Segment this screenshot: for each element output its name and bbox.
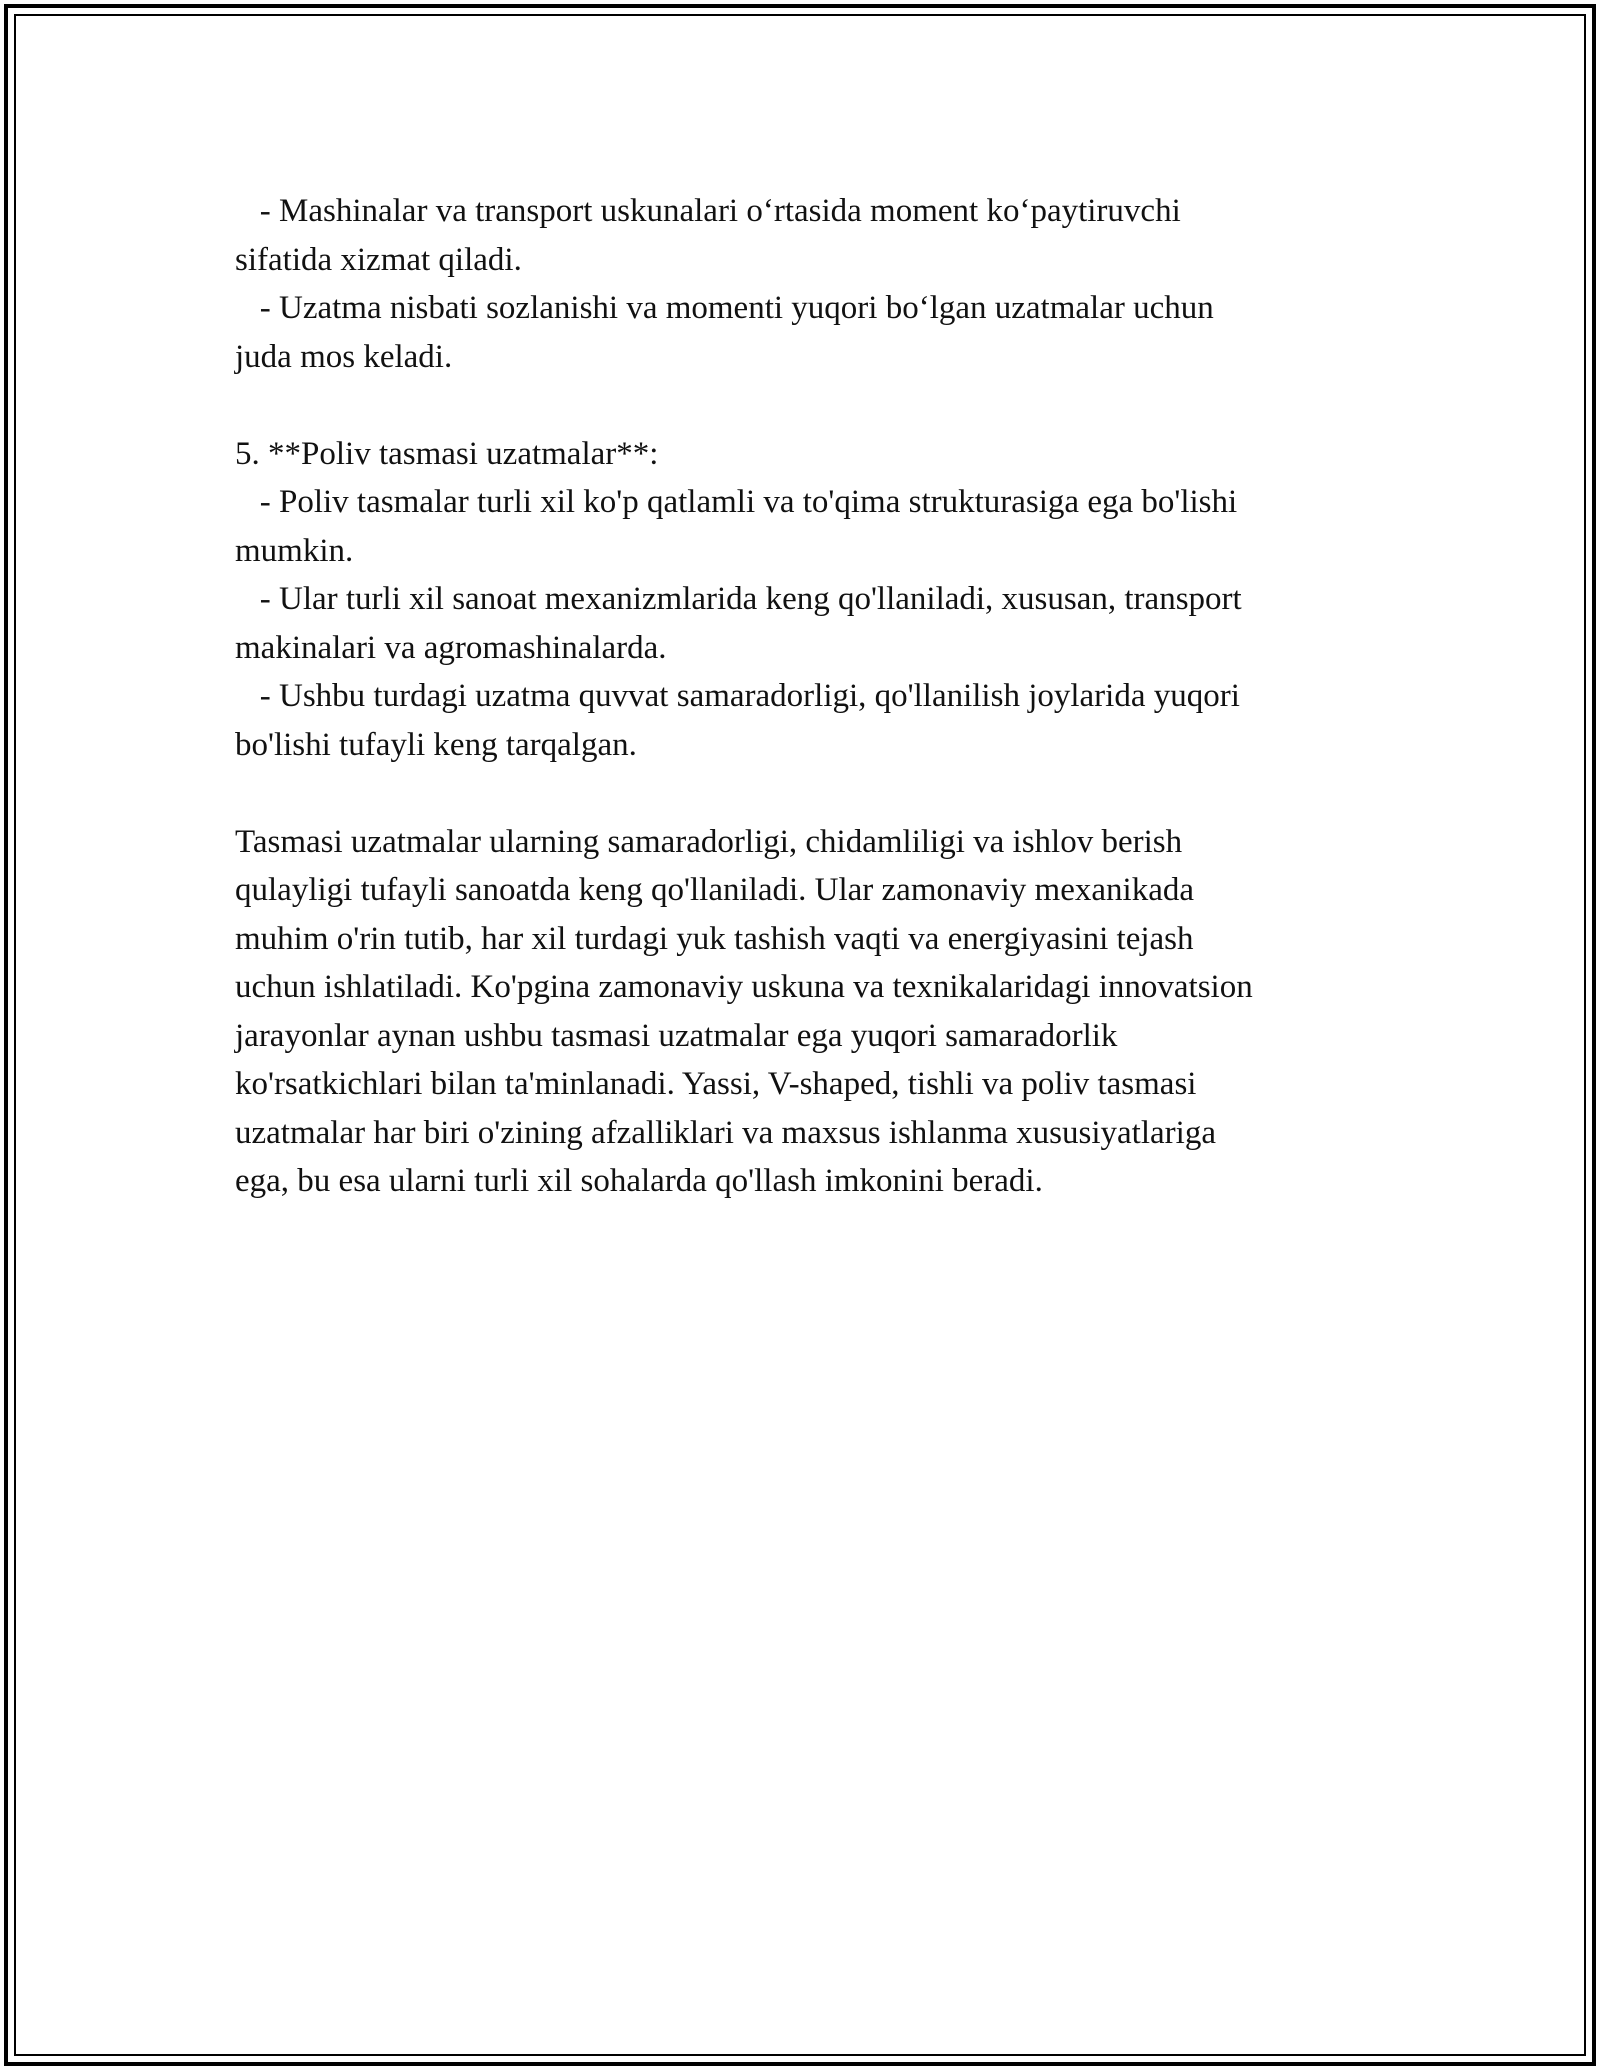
text-line: makinalari va agromashinalarda.	[235, 629, 667, 666]
text-line: ko'rsatkichlari bilan ta'minlanadi. Yassi, V-shaped, tishli va poliv tasmasi	[235, 1066, 1197, 1102]
paragraph-gap	[235, 769, 1375, 818]
paragraph-block-2	[235, 430, 1375, 770]
text-line: uchun ishlatiladi. Ko'pgina zamonaviy uskuna va texnikalaridagi innovatsion	[235, 969, 1253, 1005]
text-line: mumkin.	[235, 532, 354, 569]
text-line: uzatmalar har biri o'zining afzalliklari va maxsus ishlanma xususiyatlariga	[235, 1114, 1216, 1151]
text-line: - Mashinalar va transport uskunalari o‘rtasida moment ko‘paytiruvchi	[235, 193, 1181, 229]
paragraph-block-3	[235, 818, 1375, 1206]
paragraph-block-1	[235, 187, 1375, 381]
text-line: ega, bu esa ularni turli xil sohalarda qo'llash imkonini beradi.	[235, 1163, 1043, 1199]
text-line: bo'lishi tufayli keng tarqalgan.	[235, 726, 637, 763]
text-line: - Uzatma nisbati sozlanishi va momenti yuqori bo‘lgan uzatmalar uchun	[235, 290, 1214, 326]
text-line: jarayonlar aynan ushbu tasmasi uzatmalar ega yuqori samaradorlik	[235, 1017, 1118, 1054]
text-line: - Ular turli xil sanoat mexanizmlarida keng qo'llaniladi, xususan, transport	[235, 581, 1242, 617]
text-line: sifatida xizmat qiladi.	[235, 241, 522, 278]
text-line: Tasmasi uzatmalar ularning samaradorligi, chidamliligi va ishlov berish	[235, 823, 1183, 860]
paragraph-gap	[235, 381, 1375, 430]
text-line: - Ushbu turdagi uzatma quvvat samaradorligi, qo'llanilish joylarida yuqori	[235, 678, 1240, 714]
document-body	[235, 187, 1375, 1206]
section-heading: 5. **Poliv tasmasi uzatmalar**:	[235, 435, 659, 472]
text-line: juda mos keladi.	[235, 338, 453, 375]
text-line: qulayligi tufayli sanoatda keng qo'llaniladi. Ular zamonaviy mexanikada	[235, 872, 1194, 908]
text-line: - Poliv tasmalar turli xil ko'p qatlamli va to'qima strukturasiga ega bo'lishi	[235, 484, 1238, 520]
text-line: muhim o'rin tutib, har xil turdagi yuk tashish vaqti va energiyasini tejash	[235, 920, 1194, 957]
